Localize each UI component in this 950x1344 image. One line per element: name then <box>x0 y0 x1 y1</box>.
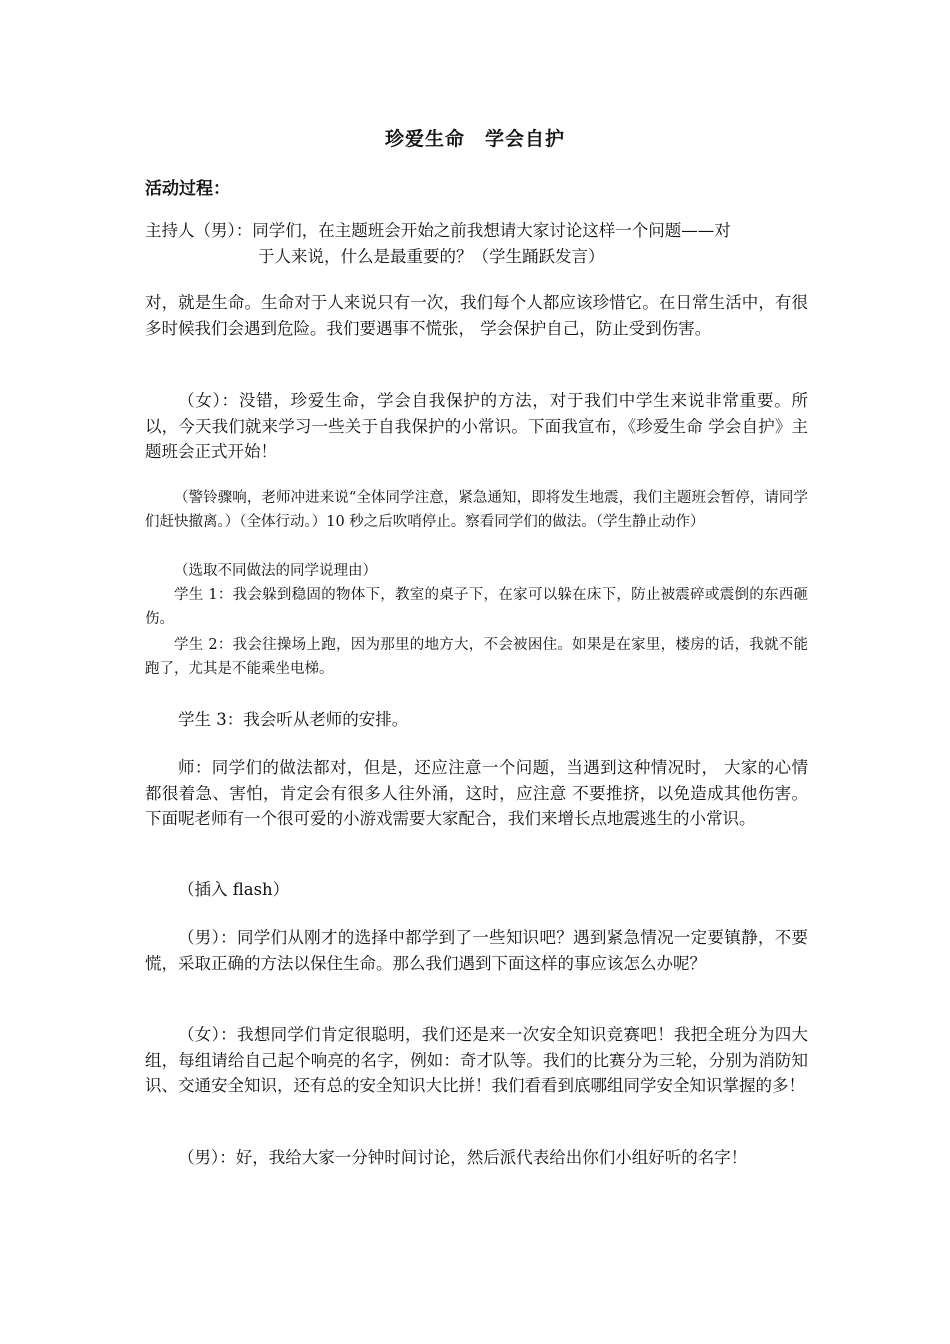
paragraph-male-host-question: （男）：同学们从刚才的选择中都学到了一些知识吧？遇到紧急情况一定要镇静，不要慌，采取正确的方法以保住生命。那么我们遇到下面这样的事应该怎么办呢？ <box>145 928 808 973</box>
paragraph-life: 对，就是生命。生命对于人来说只有一次，我们每个人都应该珍惜它。在日常生活中，有很多时候我们会遇到危险。我们要遇事不慌张， 学会保护自己，防止受到伤害。 <box>145 293 808 338</box>
paragraph-select-students: （选取不同做法的同学说理由） <box>174 563 377 579</box>
host-opening-line-1: 主持人（男）：同学们，在主题班会开始之前我想请大家讨论这样一个问题——对 <box>145 221 731 240</box>
paragraph-quiz-intro: （女）：我想同学们肯定很聪明，我们还是来一次安全知识竞赛吧！我把全班分为四大组，每组请给自己起个响亮的名字，例如：奇才队等。我们的比赛分为三轮，分别为消防知识、交通安全知识，还有总的安全知识大比拼！我们看看到底哪组同学安全知识掌握的多！ <box>145 1025 808 1095</box>
paragraph-alarm-drill: （警铃骤响，老师冲进来说“全体同学注意，紧急通知，即将发生地震，我们主题班会暂停，请同学们赶快撤离。）（全体行动。）10 秒之后吹哨停止。察看同学们的做法。（学生静止动作） <box>145 490 808 530</box>
paragraph-student-3: 学生 3：我会听从老师的安排。 <box>178 710 409 729</box>
paragraph-female-host-intro: （女）：没错，珍爱生命，学会自我保护的方法，对于我们中学生来说非常重要。所以，今天我们就来学习一些关于自我保护的小常识。下面我宣布，《珍爱生命 学会自护》主题班会正式开始！ <box>145 391 808 461</box>
paragraph-discussion: （男）：好，我给大家一分钟时间讨论，然后派代表给出你们小组好听的名字！ <box>178 1148 748 1167</box>
paragraph-student-2: 学生 2：我会往操场上跑，因为那里的地方大，不会被困住。如果是在家里，楼房的话，我就不能跑了，尤其是不能乘坐电梯。 <box>145 637 808 677</box>
paragraph-insert-flash: （插入 flash） <box>178 880 290 899</box>
document-title: 珍爱生命 学会自护 <box>384 128 565 150</box>
section-heading: 活动过程： <box>145 179 230 199</box>
paragraph-student-1: 学生 1：我会躲到稳固的物体下，教室的桌子下，在家可以躲在床下，防止被震碎或震倒的东西砸伤。 <box>145 587 808 627</box>
host-opening-paragraph <box>145 218 808 269</box>
paragraph-teacher: 师：同学们的做法都对，但是，还应注意一个问题，当遇到这种情况时， 大家的心情都很着急、害怕，肯定会有很多人往外涌，这时，应注意 不要推挤，以免造成其他伤害。下面呢老师有一个很可爱的小游戏需要大家配合，我们来增长点地震逃生的小常识。 <box>145 758 808 828</box>
host-opening-line-2: 于人来说，什么是最重要的？（学生踊跃发言） <box>258 246 605 266</box>
